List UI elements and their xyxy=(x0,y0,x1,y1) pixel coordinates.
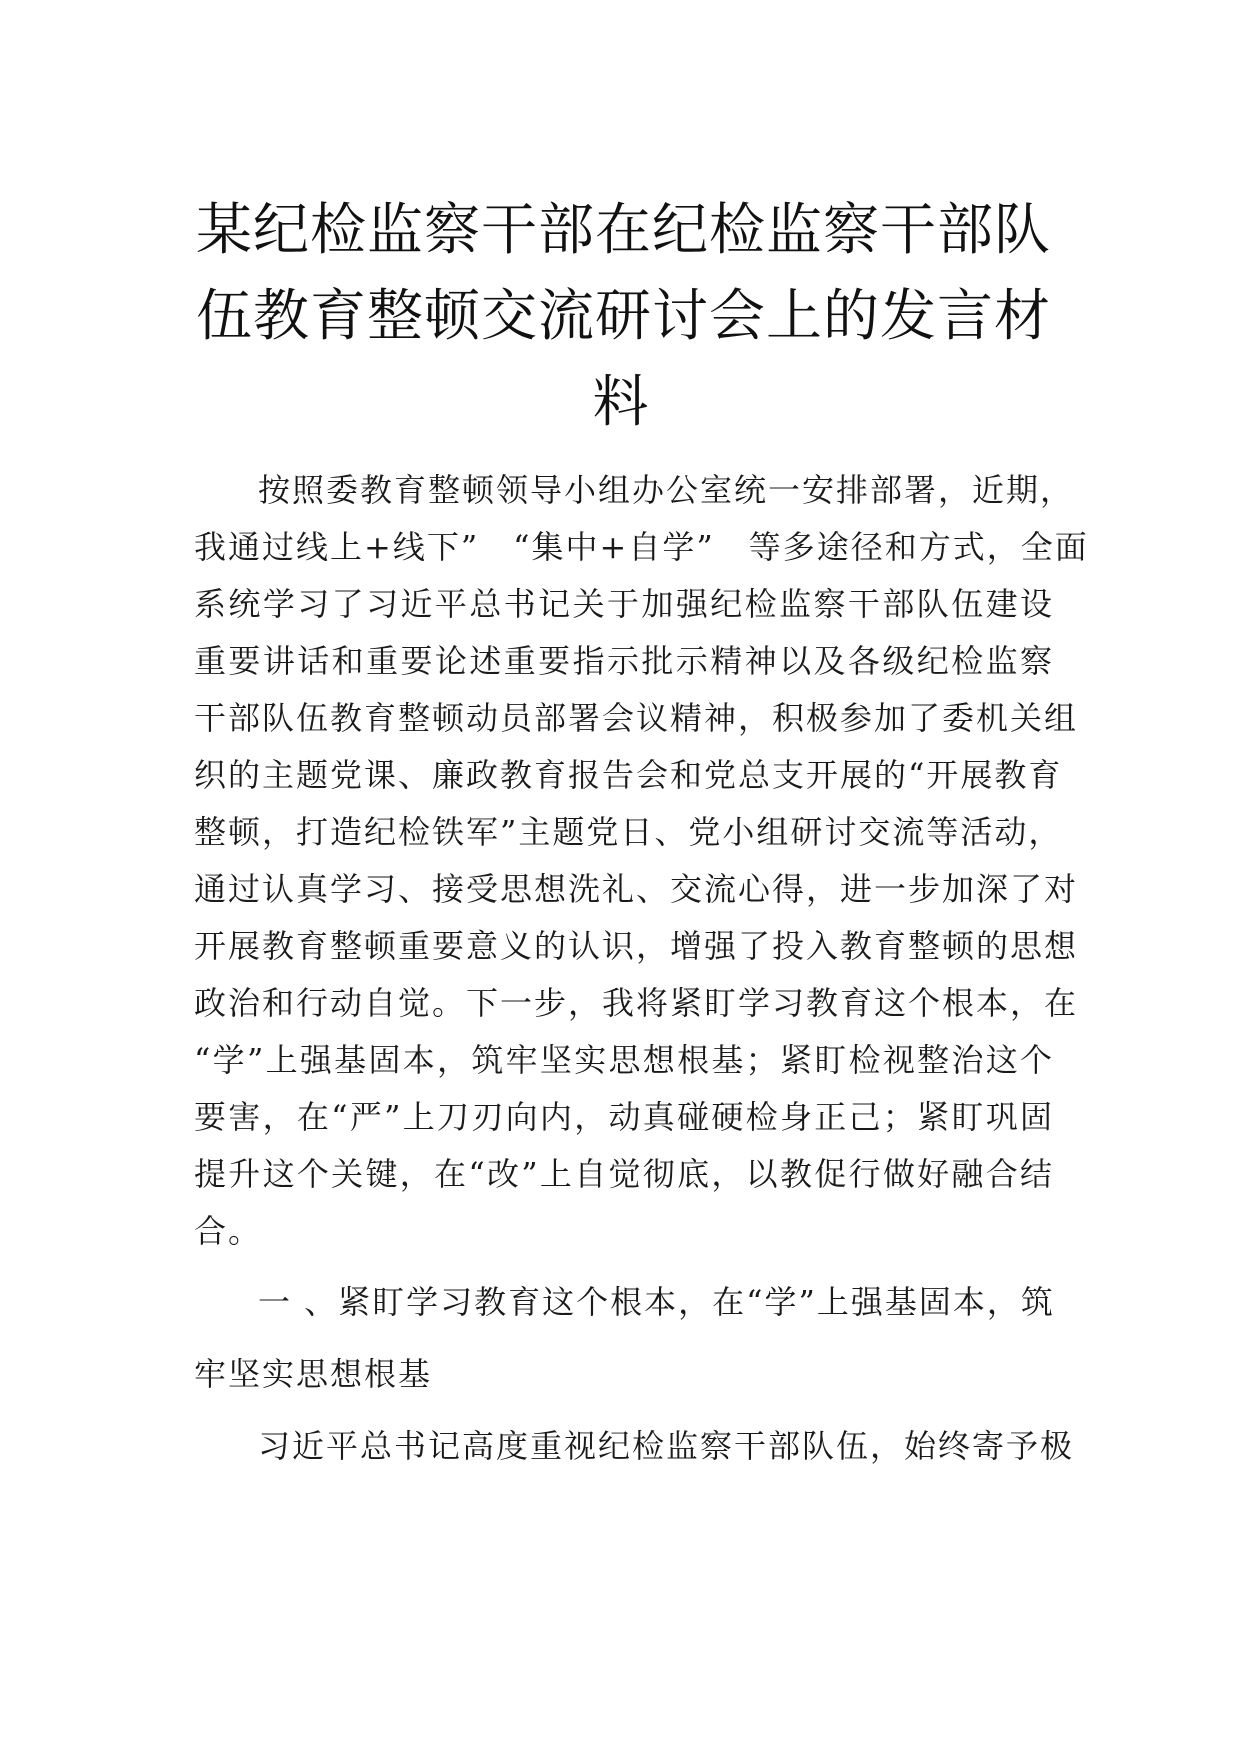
paragraph-line: 系统学习了习近平总书记关于加强纪检监察干部队伍建设 xyxy=(194,585,1054,623)
document-title xyxy=(196,188,1051,446)
title-line-2: 伍教育整顿交流研讨会上的发言材 xyxy=(196,284,1051,349)
paragraph-line: 干部队伍教育整顿动员部署会议精神，积极参加了委机关组 xyxy=(194,699,1079,737)
document-body xyxy=(194,462,1089,1482)
section-heading-line: 一 、紧盯学习教育这个根本，在“学”上强基固本，筑 xyxy=(258,1283,1055,1321)
paragraph-line: 开展教育整顿重要意义的认识，增强了投入教育整顿的思想 xyxy=(194,927,1079,965)
paragraph-line: 重要讲话和重要论述重要指示批示精神以及各级纪检监察 xyxy=(194,642,1054,680)
title-line-1: 某纪检监察干部在纪检监察干部队 xyxy=(196,198,1051,263)
paragraph-line: 合。 xyxy=(194,1212,263,1250)
paragraph-line: 整顿，打造纪检铁军”主题党日、党小组研讨交流等活动， xyxy=(194,813,1063,851)
paragraph-line: 习近平总书记高度重视纪检监察干部队伍，始终寄予极 xyxy=(258,1427,1075,1465)
title-line-3: 料 xyxy=(592,370,650,435)
paragraph-line: 我通过线上+线下” “集中+自学” 等多途径和方式，全面 xyxy=(194,528,1089,566)
paragraph-line: 通过认真学习、接受思想洗礼、交流心得，进一步加深了对 xyxy=(194,870,1079,908)
paragraph-line: 织的主题党课、廉政教育报告会和党总支开展的“开展教育 xyxy=(194,756,1063,794)
paragraph-line: “学”上强基固本，筑牢坚实思想根基；紧盯检视整治这个 xyxy=(194,1041,1054,1079)
section-heading-line: 牢坚实思想根基 xyxy=(194,1355,433,1393)
paragraph-line: 要害，在“严”上刀刃向内，动真碰硬检身正己；紧盯巩固 xyxy=(194,1098,1054,1136)
paragraph-line: 按照委教育整顿领导小组办公室统一安排部署，近期， xyxy=(258,471,1075,509)
paragraph-line: 提升这个关键，在“改”上自觉彻底，以教促行做好融合结 xyxy=(194,1155,1054,1193)
paragraph-line: 政治和行动自觉。下一步，我将紧盯学习教育这个根本，在 xyxy=(194,984,1079,1022)
